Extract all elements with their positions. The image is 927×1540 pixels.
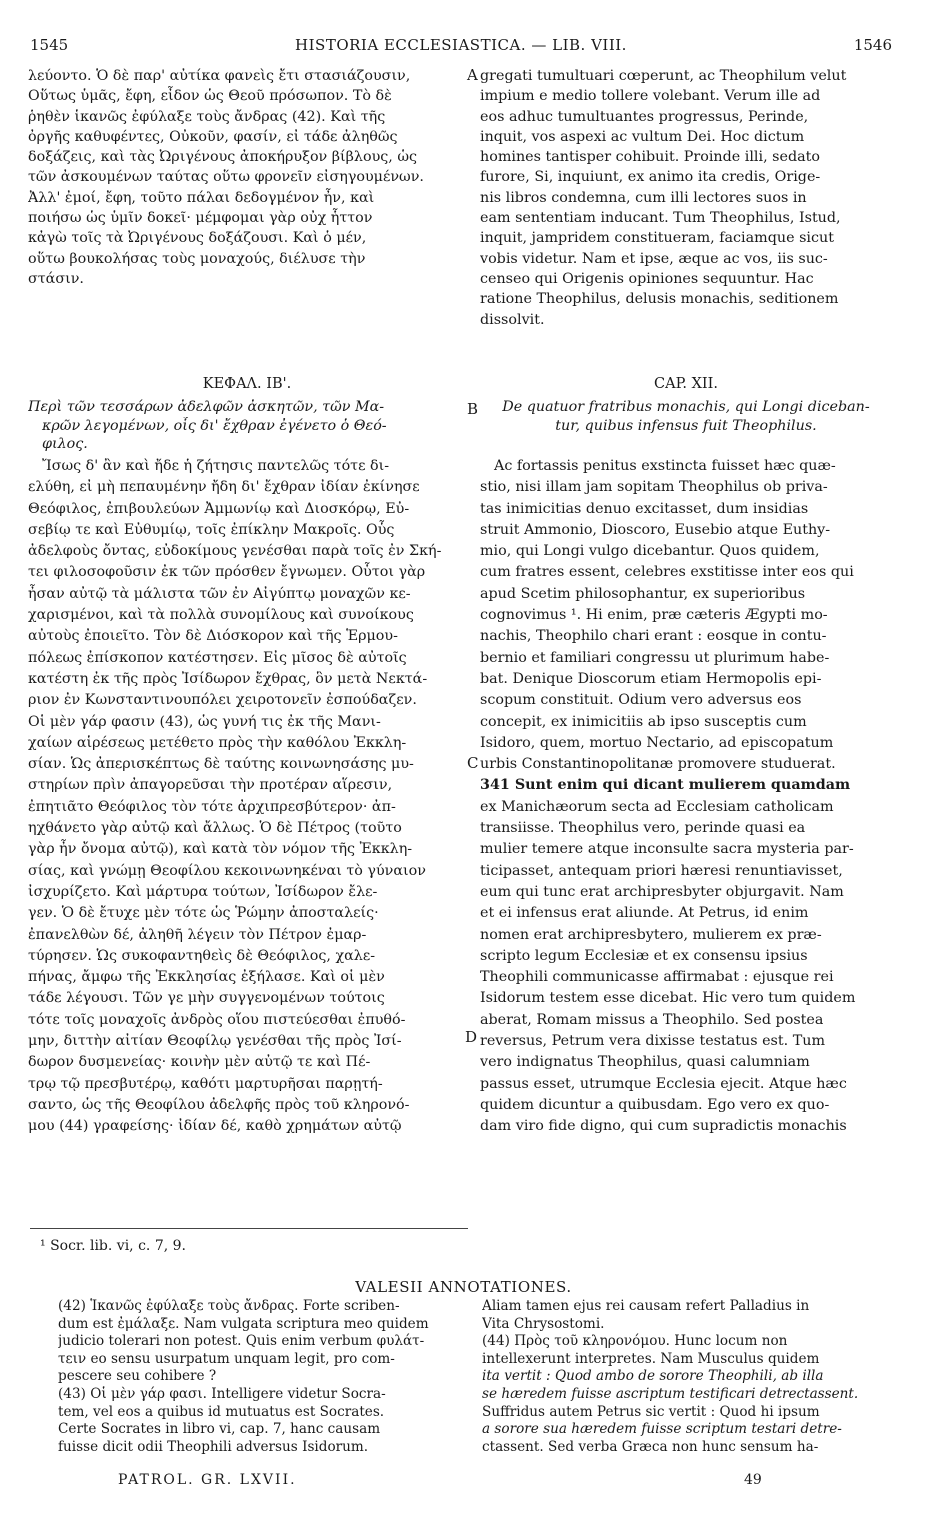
annotation-line: fuisse dicit odii Theophili adversus Isidorum. — [58, 1438, 369, 1455]
latin-line: impium e medio tollere volebant. Verum ille ad — [480, 88, 821, 105]
greek-line: δωρον δυσμενείας· κοινὴν μὲν αὐτῷ τε καὶ Πέ- — [28, 1054, 371, 1071]
greek-line: Θεόφιλος, ἐπιβουλεύων Ἀμμωνίῳ καὶ Διοσκόρῳ, Εὐ- — [28, 500, 410, 517]
greek-line: γὰρ ἦν ὄνομα αὐτῷ), καὶ κατὰ τὸν νόμον τῆς Ἐκκλη- — [28, 841, 413, 858]
latin-line: urbis Constantinopolitanæ promovere studuerat. — [480, 756, 836, 773]
annotation-line: (42) Ἱκανῶς ἐφύλαξε τοὺς ἄνδρας. Forte scriben- — [58, 1298, 400, 1314]
greek-line: μην, διττὴν αἰτίαν Θεοφίλῳ γενέσθαι τῆς πρὸς Ἰσί- — [28, 1033, 402, 1050]
latin-line: concepit, ex inimicitiis ab ipso susceptis cum — [480, 713, 807, 730]
latin-line: vero indignatus Theophilus, quasi calumniam — [480, 1054, 810, 1071]
greek-line: σαντο, ὡς τῆς Θεοφίλου ἀδελφῆς πρὸς τοῦ κληρονό- — [28, 1096, 410, 1113]
greek-line: ἀδελφοὺς ὄντας, εὐδοκίμους γενέσθαι παρὰ τοῖς ἐν Σκή- — [28, 543, 442, 560]
greek-line: Οὕτως ὑμᾶς, ἔφη, εἶδον ὡς Θεοῦ πρόσωπον. Τὸ δὲ — [28, 88, 392, 105]
latin-line: nis libros condemna, cum illi lectores suos in — [480, 189, 807, 206]
page-number-right: 1546 — [853, 36, 892, 54]
greek-line: πήνας, ἄμφω τῆς Ἐκκλησίας ἐξήλασε. Καὶ οἱ μὲν — [28, 969, 385, 986]
latin-line: mio, qui Longi vulgo dicebantur. Quos quidem, — [480, 543, 820, 560]
latin-line: cum fratres essent, celebres exstitisse inter eos qui — [480, 564, 854, 581]
greek-line: ποιήσω ὡς ὑμῖν δοκεῖ· μέμφομαι γὰρ οὐχ ἧττον — [28, 210, 373, 227]
latin-line: homines tantisper cohibuit. Proinde illi, sedato — [480, 149, 820, 166]
annotation-line: intellexerunt interpretes. Nam Musculus quidem — [482, 1350, 820, 1367]
annotation-line: se hæredem fuisse ascriptum testificari detrectassent. — [482, 1385, 859, 1402]
signature-number: 49 — [744, 1472, 762, 1488]
annotations-left — [58, 1298, 466, 1456]
greek-chapter-title — [28, 398, 466, 454]
latin-line: struit Ammonio, Dioscoro, Eusebio atque Euthy- — [480, 521, 831, 538]
latin-column-top — [480, 66, 892, 330]
annotation-line: ctassent. Sed verba Græca non hunc sensum ha- — [482, 1438, 819, 1455]
greek-line: Οἱ μὲν γάρ φασιν (43), ὡς γυνή τις ἐκ τῆς Μανι- — [28, 713, 381, 730]
annotation-line: (43) Οἱ μὲν γάρ φασι. Intelligere videtur Socra- — [58, 1385, 386, 1402]
margin-marker-d: D — [465, 1028, 478, 1046]
annotation-line: a sorore sua hæredem fuisse scriptum testari detre- — [482, 1421, 842, 1438]
latin-line: ex Manichæorum secta ad Ecclesiam catholicam — [480, 798, 834, 815]
greek-line: ηχθάνετο γὰρ αὐτῷ καὶ ἄλλως. Ὁ δὲ Πέτρος (τοῦτο — [28, 820, 402, 837]
latin-line: scopum constituit. Odium vero adversus eos — [480, 692, 802, 709]
margin-marker-c: C — [467, 754, 479, 772]
latin-line: tas inimicitias denuo excitasset, dum insidias — [480, 500, 809, 517]
greek-line: κατέστη ἐκ τῆς πρὸς Ἰσίδωρον ἔχθρας, ὃν μετὰ Νεκτά- — [28, 670, 428, 687]
greek-line: στηρίων πρὶν ἀπαγορεῦσαι τὴν προτέραν αἵρεσιν, — [28, 777, 393, 794]
greek-line: τάδε λέγουσι. Τῶν γε μὴν συγγενομένων τούτοις — [28, 990, 385, 1007]
latin-line: nachis, Theophilo chari erant : eosque in contu- — [480, 628, 827, 645]
latin-line: ticipasset, antequam priori hæresi renuntiavisset, — [480, 862, 843, 879]
latin-line: transiisse. Theophilus vero, perinde quasi ea — [480, 820, 806, 837]
latin-line: inquit, vos aspexi ac vultum Dei. Hoc dictum — [480, 128, 805, 145]
latin-line: dam viro fide digno, qui cum supradictis monachis — [480, 1118, 847, 1135]
latin-line: nomen erat archipresbytero, mulierem ex præ- — [480, 926, 822, 943]
latin-column-body — [480, 456, 892, 1138]
greek-line: ὀργῆς καθυφέντες, Οὐκοῦν, φασίν, εἰ τάδε ἀληθῶς — [28, 128, 398, 145]
annotations-right — [482, 1298, 890, 1456]
latin-line: eum qui tunc erat archipresbyter objurgavit. Nam — [480, 883, 844, 900]
running-header — [30, 36, 892, 58]
greek-line: σίαν. Ὡς ἀπερισκέπτως δὲ ταύτης κοινωνησάσης μυ- — [28, 756, 414, 773]
latin-line: scripto legum Ecclesiæ et ex consensu ipsius — [480, 947, 808, 964]
greek-title-line: φιλος. — [42, 436, 88, 452]
footnote: ¹ Socr. lib. vi, c. 7, 9. — [40, 1238, 186, 1254]
greek-line: τότε τοῖς μοναχοῖς ἀνδρὸς οἵου πιστεύεσθαι ἐπυθό- — [28, 1011, 406, 1028]
greek-line: χαρισμένοι, καὶ τὰ πολλὰ συνομίλους καὶ συνοίκους — [28, 607, 414, 624]
latin-line: furore, Si, inquiunt, ex animo ita credis, Orige- — [480, 169, 821, 186]
latin-title-line: tur, quibus infensus fuit Theophilus. — [555, 417, 817, 434]
latin-line: Isidoro, quem, mortuo Nectario, ad episcopatum — [480, 734, 834, 751]
latin-line: stio, nisi illam jam sopitam Theophilus ob priva- — [480, 479, 828, 496]
latin-line: apud Scetim philosophantur, ex superioribus — [480, 585, 806, 602]
greek-chapter-heading: ΚΕΦΑΛ. ΙΒ'. — [202, 376, 292, 392]
greek-line: χαίων αἱρέσεως μετέθετο πρὸς τὴν καθόλου Ἐκκλη- — [28, 734, 407, 751]
latin-line: Ac fortassis penitus exstincta fuisset hæc quæ- — [494, 458, 836, 474]
greek-line: τῶν ἀσκουμένων ταύτας οὕτω φρονεῖν εἰσηγουμένων. — [28, 169, 424, 186]
greek-line: οὕτω βουκολήσας τοὺς μοναχούς, διέλυσε τὴν — [28, 250, 366, 267]
annotation-line: judicio tolerari non potest. Quis enim verbum φυλάτ- — [58, 1333, 425, 1350]
latin-line: bernio et familiari congressu ut plurimum habe- — [480, 649, 830, 666]
greek-column-body — [28, 456, 466, 1138]
annotation-line: Vita Chrysostomi. — [482, 1315, 605, 1332]
greek-line: τρῳ τῷ πρεσβυτέρῳ, καθότι μαρτυρῆσαι παρῃτή- — [28, 1075, 383, 1092]
annotation-line: Certe Socrates in libro vi, cap. 7, hanc causam — [58, 1421, 381, 1438]
greek-line: σεβίῳ τε καὶ Εὐθυμίῳ, τοῖς ἐπίκλην Μακροῖς. Οὗς — [28, 521, 395, 538]
greek-line: αὐτοὺς ἐποιεῖτο. Τὸν δὲ Διόσκορον καὶ τῆς Ἑρμου- — [28, 628, 398, 645]
latin-line: quidem dicuntur a quibusdam. Ego vero ex quo- — [480, 1096, 830, 1113]
annotation-line: Suffridus autem Petrus sic vertit : Quod hi ipsum — [482, 1403, 820, 1420]
latin-line: censeo qui Origenis opiniones sequuntur. Hac — [480, 270, 814, 287]
greek-line: μου (44) γραφείσης· ἰδίαν δέ, καθὸ χρημάτων αὐτῷ — [28, 1118, 402, 1135]
latin-chapter-heading: CAP. XII. — [654, 376, 718, 392]
latin-line: mulier temere atque inconsulte sacra mysteria par- — [480, 841, 854, 858]
annotations-heading: VALESII ANNOTATIONES. — [355, 1278, 572, 1296]
greek-line: ἐπητιᾶτο Θεόφιλος τὸν τότε ἀρχιπρεσβύτερον· ἀπ- — [28, 798, 396, 815]
annotation-line: ita vertit : Quod ambo de sorore Theophili, ab illa — [482, 1368, 824, 1385]
series-signature: PATROL. GR. LXVII. — [118, 1472, 297, 1488]
annotation-line: tem, vel eos a quibus id mutuatus est Socrates. — [58, 1403, 385, 1420]
latin-line: 341 Sunt enim qui dicant mulierem quamdam — [480, 777, 851, 794]
annotation-line: τειν eo sensu usurpatum unquam legit, pro com- — [58, 1350, 395, 1367]
greek-column-top — [28, 66, 466, 289]
latin-line: eam sententiam inducant. Tum Theophilus, Istud, — [480, 210, 841, 227]
greek-line: πόλεως ἐπίσκοπον κατέστησεν. Εἰς μῖσος δὲ αὐτοῖς — [28, 649, 407, 666]
latin-line: Theophili communicasse affirmabat : ejusque rei — [480, 969, 834, 986]
latin-line: gregati tumultuari cœperunt, ac Theophilum velut — [480, 68, 847, 84]
greek-line: Ἀλλ' ἐμοί, ἔφη, τοῦτο πάλαι δεδογμένον ἦν, καὶ — [28, 189, 375, 206]
latin-line: reversus, Petrum vera dixisse testatus est. Tum — [480, 1033, 826, 1050]
greek-title-line: Περὶ τῶν τεσσάρων ἀδελφῶν ἀσκητῶν, τῶν Μα- — [28, 399, 385, 415]
latin-line: Isidorum testem esse dicebat. Hic vero tum quidem — [480, 990, 856, 1007]
margin-marker-b: B — [467, 400, 479, 418]
annotation-line: pescere seu cohibere ? — [58, 1368, 217, 1385]
greek-line: ελύθη, εἰ μὴ πεπαυμένην ἤδη δι' ἔχθραν ἰδίαν ἐκίνησε — [28, 479, 420, 496]
greek-line: ῥηθὲν ἱκανῶς ἐφύλαξε τοὺς ἄνδρας (42). Καὶ τῆς — [28, 108, 386, 125]
greek-line: δοξάζεις, καὶ τὰς Ὠριγένους ἀποκήρυξον βίβλους, ὡς — [28, 149, 418, 166]
running-title: HISTORIA ECCLESIASTICA. — LIB. VIII. — [295, 36, 627, 54]
latin-line: eos adhuc tumultuantes progressus, Perinde, — [480, 108, 809, 125]
margin-marker-a: A — [467, 66, 478, 84]
greek-line: ριον ἐν Κωνσταντινουπόλει χειροτονεῖν ἐσπούδαζεν. — [28, 692, 417, 709]
greek-line: λεύοντο. Ὁ δὲ παρ' αὐτίκα φανεὶς ἔτι στασιάζουσιν, — [28, 68, 411, 84]
latin-line: aberat, Romam missus a Theophilo. Sed postea — [480, 1011, 824, 1028]
annotation-line: (44) Πρὸς τοῦ κληρονόμου. Hunc locum non — [482, 1333, 788, 1350]
page-number-left: 1545 — [30, 36, 69, 54]
latin-line: bat. Denique Dioscorum etiam Hermopolis epi- — [480, 670, 822, 687]
greek-line: ἰσχυρίζετο. Καὶ μάρτυρα τούτων, Ἰσίδωρον ἔλε- — [28, 883, 378, 900]
greek-line: ἐπανελθὼν δέ, ἀληθῆ λέγειν τὸν Πέτρον ἐμαρ- — [28, 926, 367, 943]
annotation-line: Aliam tamen ejus rei causam refert Palladius in — [482, 1298, 810, 1314]
greek-line: τει φιλοσοφοῦσιν ἐκ τῶν πρόσθεν ἔγνωμεν. Οὗτοι γὰρ — [28, 564, 426, 581]
greek-line: τύρησεν. Ὡς συκοφαντηθεὶς δὲ Θεόφιλος, χαλε- — [28, 947, 376, 964]
footnote-rule — [30, 1228, 468, 1229]
latin-line: ratione Theophilus, delusis monachis, seditionem — [480, 291, 839, 308]
latin-line: inquit, jampridem constitueram, faciamque sicut — [480, 230, 834, 247]
greek-line: κἀγὼ τοῖς τὰ Ὠριγένους δοξάζουσι. Καὶ ὁ μέν, — [28, 230, 367, 247]
latin-title-line: De quatuor fratribus monachis, qui Longi diceban- — [502, 399, 870, 415]
greek-line: ἦσαν αὐτῷ τὰ μάλιστα τῶν ἐν Αἰγύπτῳ μοναχῶν κε- — [28, 585, 411, 602]
latin-line: passus esset, utrumque Ecclesia ejecit. Atque hæc — [480, 1075, 847, 1092]
latin-line: cognovimus ¹. Hi enim, præ cæteris Ægypti mo- — [480, 607, 828, 624]
greek-line: στάσιν. — [28, 270, 84, 287]
annotation-line: dum est ἐμάλαξε. Nam vulgata scriptura meo quidem — [58, 1315, 429, 1332]
greek-line: γεν. Ὁ δὲ ἔτυχε μὲν τότε ὡς Ῥώμην ἀποσταλείς· — [28, 905, 379, 922]
latin-line: dissolvit. — [480, 311, 545, 328]
greek-line: σίας, καὶ γνώμῃ Θεοφίλου κεκοινωνηκέναι τὸ γύναιον — [28, 862, 426, 879]
latin-chapter-title — [480, 398, 892, 435]
latin-line: vobis videtur. Nam et ipse, æque ac vos, iis suc- — [480, 250, 828, 267]
greek-title-line: κρῶν λεγομένων, οἷς δι' ἔχθραν ἐγένετο ὁ Θεό- — [42, 417, 387, 434]
latin-line: et ei infensus erat aliunde. At Petrus, id enim — [480, 905, 809, 922]
greek-line: Ἴσως δ' ἂν καὶ ἤδε ἡ ζήτησις παντελῶς τότε δι- — [42, 458, 390, 474]
